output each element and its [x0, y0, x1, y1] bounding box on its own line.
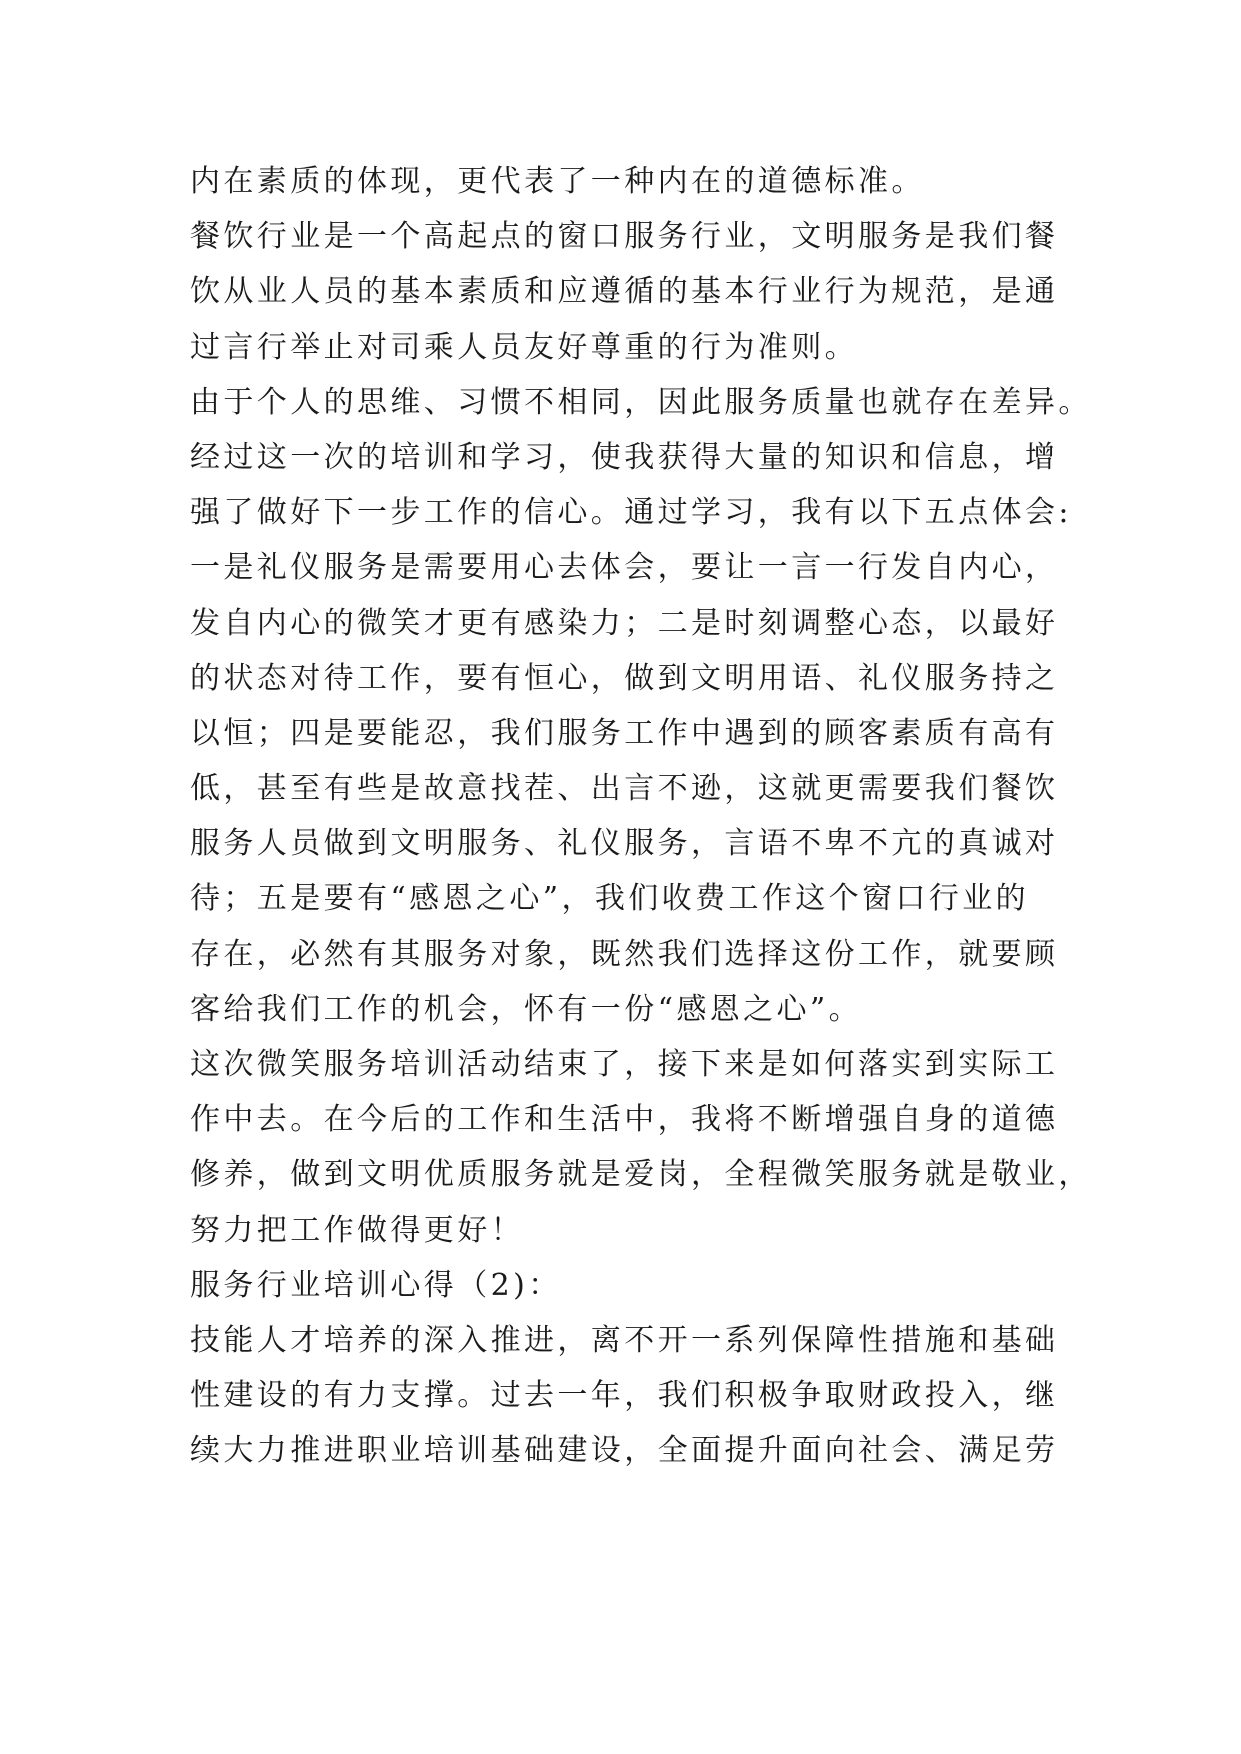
text-line: 饮从业人员的基本素质和应遵循的基本行业行为规范，是通 — [190, 274, 1059, 310]
text-line: 低，甚至有些是故意找茬、出言不逊，这就更需要我们餐饮 — [190, 771, 1059, 807]
text-line: 技能人才培养的深入推进，离不开一系列保障性措施和基础 — [190, 1322, 1059, 1358]
text-line: 过言行举止对司乘人员友好尊重的行为准则。 — [190, 329, 858, 365]
text-line: 餐饮行业是一个高起点的窗口服务行业，文明服务是我们餐 — [190, 219, 1059, 255]
body-text — [190, 162, 1092, 1487]
text-line: 经过这一次的培训和学习，使我获得大量的知识和信息，增 — [190, 439, 1059, 475]
text-line: 以恒；四是要能忍，我们服务工作中遇到的顾客素质有高有 — [190, 715, 1059, 751]
text-line: 发自内心的微笑才更有感染力；二是时刻调整心态，以最好 — [190, 605, 1059, 641]
text-line: 修养，做到文明优质服务就是爱岗，全程微笑服务就是敬业， — [190, 1157, 1092, 1193]
text-line: 续大力推进职业培训基础建设，全面提升面向社会、满足劳 — [190, 1433, 1059, 1469]
text-line: 内在素质的体现，更代表了一种内在的道德标准。 — [190, 164, 925, 199]
text-line: 由于个人的思维、习惯不相同，因此服务质量也就存在差异。 — [190, 384, 1092, 420]
text-line: 强了做好下一步工作的信心。通过学习，我有以下五点体会: — [190, 495, 1072, 531]
text-line: 的状态对待工作，要有恒心，做到文明用语、礼仪服务持之 — [190, 660, 1059, 696]
text-line: 待；五是要有“感恩之心”，我们收费工作这个窗口行业的 — [190, 881, 1030, 917]
text-line: 存在，必然有其服务对象，既然我们选择这份工作，就要顾 — [190, 936, 1059, 972]
text-line: 服务人员做到文明服务、礼仪服务，言语不卑不亢的真诚对 — [190, 826, 1059, 862]
text-line: 努力把工作做得更好！ — [190, 1212, 524, 1248]
section-heading: 服务行业培训心得（2)： — [190, 1267, 562, 1303]
text-line: 性建设的有力支撑。过去一年，我们积极争取财政投入，继 — [190, 1378, 1059, 1414]
text-line: 作中去。在今后的工作和生活中，我将不断增强自身的道德 — [190, 1102, 1059, 1138]
text-line: 这次微笑服务培训活动结束了，接下来是如何落实到实际工 — [190, 1047, 1059, 1082]
text-line: 一是礼仪服务是需要用心去体会，要让一言一行发自内心， — [190, 550, 1059, 586]
text-line: 客给我们工作的机会，怀有一份“感恩之心”。 — [190, 991, 863, 1027]
